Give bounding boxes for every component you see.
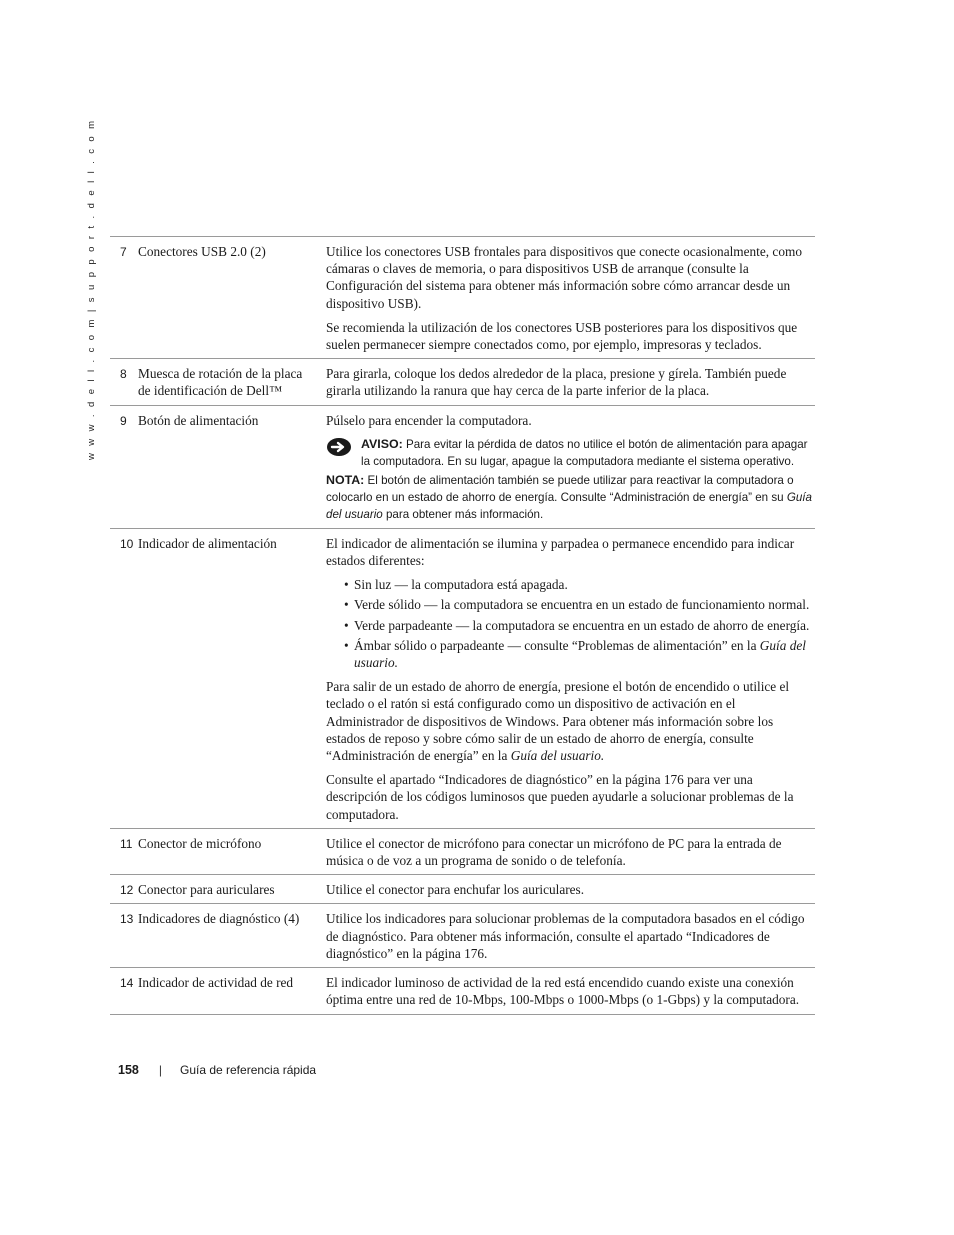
row-number: 7 — [120, 245, 127, 259]
sidebar-url-text: w w w . d e l l . c o m | s u p p o r t . d e l l . c o m — [86, 118, 97, 460]
aviso-notice — [326, 436, 815, 470]
page-number: 158 — [118, 1063, 139, 1077]
component-table — [110, 236, 815, 1015]
nota-text-end: para obtener más información. — [385, 507, 544, 521]
table-row — [110, 829, 815, 875]
row-item: Indicadores de diagnóstico (4) — [138, 911, 300, 927]
list-item-guide-title: Guía del usuario. — [354, 637, 806, 671]
row-item: Conector para auriculares — [138, 882, 275, 898]
aviso-label: AVISO: — [361, 436, 403, 451]
row-item: Indicador de actividad de red — [138, 975, 294, 991]
row-item: Botón de alimentación — [138, 412, 259, 428]
table-row — [110, 875, 815, 904]
row-number: 10 — [120, 536, 134, 551]
footer-separator: | — [158, 1063, 162, 1077]
row-description — [326, 535, 815, 823]
table-row — [110, 529, 815, 829]
row-description — [326, 910, 815, 962]
list-item-text: Ámbar sólido o parpadeante — consulte “Problemas de alimentación” en la — [354, 637, 757, 653]
description-paragraph: Para girarla, coloque los dedos alrededor de la placa, presione y gírela. También puede girarla utilizando la ranura que hay cerca de la parte inferior de la placa. — [326, 366, 787, 399]
description-paragraph — [326, 678, 815, 764]
list-item: • Verde sólido — la computadora se encuentra en un estado de funcionamiento normal. — [344, 596, 815, 613]
row-item: Conectores USB 2.0 (2) — [138, 244, 266, 259]
nota-label: NOTA: — [326, 472, 365, 487]
table-row — [110, 904, 815, 968]
row-description — [326, 365, 815, 399]
description-paragraph: Utilice los conectores USB frontales para dispositivos que conecte ocasionalmente, como cámaras o claves de memoria, o para dispositivos USB de arranque (consulte la Configuración del sistema para obtener más información sobre cómo arrancar desde un dispositivo USB). — [326, 244, 802, 311]
aviso-text: Para evitar la pérdida de datos no utilice el botón de alimentación para apagar la computadora. En su lugar, apague la computadora mediante el sistema operativo. — [361, 437, 808, 468]
description-paragraph: El indicador de alimentación se ilumina y parpadea o permanece encendido para indicar estados diferentes: — [326, 535, 795, 569]
page-footer — [118, 1063, 316, 1077]
row-item: Conector de micrófono — [138, 835, 262, 851]
list-item: • Sin luz — la computadora está apagada. — [344, 576, 815, 593]
paragraph-text: Para salir de un estado de ahorro de energía, presione el botón de encendido o utilice el teclado o el ratón si está configurado como un dispositivo de activación en el Administrador de dispositivos de Windows. Para obtener más información sobre los estados de reposo y sobre cómo salir de un estado de ahorro de energía, consulte “Administración de energía” en la — [326, 679, 790, 764]
table-row — [110, 968, 815, 1014]
description-paragraph: Se recomienda la utilización de los conectores USB posteriores para los dispositivos que suelen permanecer siempre conectados como, por ejemplo, impresoras y teclados. — [326, 319, 798, 353]
row-description — [326, 243, 815, 353]
notice-hand-icon — [326, 436, 361, 470]
paragraph-guide-title: Guía del usuario. — [510, 748, 605, 764]
description-paragraph: El indicador luminoso de actividad de la red está encendido cuando existe una conexión óptima entre una red de 10-Mbps, 100-Mbps o 1000-Mbps (o 1-Gbps) y la computadora. — [326, 975, 800, 1008]
row-item: Indicador de alimentación — [138, 535, 277, 551]
row-description — [326, 881, 815, 898]
list-item: • Verde parpadeante — la computadora se encuentra en un estado de ahorro de energía. — [344, 617, 815, 634]
description-paragraph: Utilice el conector para enchufar los auriculares. — [326, 882, 585, 898]
nota-notice — [326, 472, 815, 523]
description-paragraph: Utilice los indicadores para solucionar problemas de la computadora basados en el código de diagnóstico. Para obtener más información, consulte el apartado “Indicadores de diagnóstico” en la página 176. — [326, 911, 805, 961]
list-item — [344, 637, 815, 671]
row-number: 14 — [120, 976, 134, 991]
description-paragraph: Utilice el conector de micrófono para conectar un micrófono de PC para la entrada de música o de voz a un programa de sonido o de telefonía. — [326, 835, 782, 869]
description-paragraph: Púlselo para encender la computadora. — [326, 412, 532, 428]
row-description — [326, 974, 815, 1008]
row-item: Muesca de rotación de la placa de identificación de Dell™ — [138, 366, 303, 399]
table-row — [110, 237, 815, 359]
row-number: 13 — [120, 912, 134, 927]
sidebar-url — [84, 118, 98, 464]
row-description — [326, 835, 815, 869]
state-list — [326, 576, 815, 671]
table-row — [110, 406, 815, 529]
nota-guide-title: Guía del usuario — [326, 490, 812, 521]
row-description — [326, 412, 815, 523]
table-row — [110, 359, 815, 405]
row-number: 12 — [120, 883, 134, 898]
nota-text: El botón de alimentación también se puede utilizar para reactivar la computadora o colocarlo en un estado de ahorro de energía. Consulte “Administración de energía” en su — [326, 473, 794, 504]
row-number: 8 — [120, 367, 127, 382]
footer-title: Guía de referencia rápida — [179, 1063, 317, 1077]
description-paragraph: Consulte el apartado “Indicadores de diagnóstico” en la página 176 para ver una descripción de los códigos luminosos que pueden ayudarle a solucionar problemas de la computadora. — [326, 772, 794, 822]
row-number: 11 — [120, 836, 133, 851]
row-number: 9 — [120, 413, 127, 428]
